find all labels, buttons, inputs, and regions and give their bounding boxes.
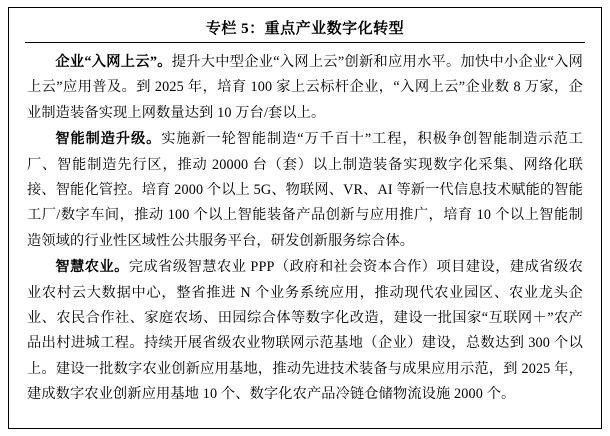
paragraph-2-lead: 智能制造升级。 [55,131,162,148]
sidebar-box [8,7,602,429]
page-title: 专栏 5：重点产业数字化转型 [205,21,405,37]
paragraph-1-text: 提升大中型企业“入网上云”创新和应用水平。加快中小企业“入网上云”应用普及。到 2025 年，培育 100 家上云标杆企业，“入网上云”企业数 8 万家，企业制造装备实现上网数量达到 10 万台/套以上。 [27,54,583,121]
paragraph-2-text: 实施新一轮智能制造“万千百十”工程，积极争创智能制造示范工厂、智能制造先行区，推动 20000 台（套）以上制造装备实现数字化采集、网络化联接、智能化管控。培育 2000 个以上 5G、物联网、VR、AI 等新一代信息技术赋能的智能工厂/数字车间，推动 100 个以上智能装备产品创新与应用推广，培育 10 个以上智能制造领域的行业性区域性公共服务平台，研发创新服务综合体。 [27,131,583,249]
paragraph-1-lead: 企业“入网上云”。 [55,54,172,70]
paragraph-2 [27,127,583,254]
paragraph-3-text: 完成省级智慧农业 PPP（政府和社会资本合作）项目建设，建成省级农业农村云大数据中心，整省推进 N 个业务系统应用，推动现代农业园区、农业龙头企业、农民合作社、家庭农场、田园综合体等数字化改造，建设一批国家“互联网＋”农产品出村进城工程。持续开展省级农业物联网示范基地（企业）建设，总数达到 300 个以上。建设一批数字农业创新应用基地，推动先进技术装备与成果应用示范，到 2025 年，建成数字农业创新应用基地 10 个、数字化农产品冷链仓储物流设施 2000 个。 [27,259,583,403]
paragraph-1 [27,50,583,126]
document-body [9,43,601,408]
paragraph-3 [27,255,583,407]
paragraph-3-lead: 智慧农业。 [55,259,129,276]
